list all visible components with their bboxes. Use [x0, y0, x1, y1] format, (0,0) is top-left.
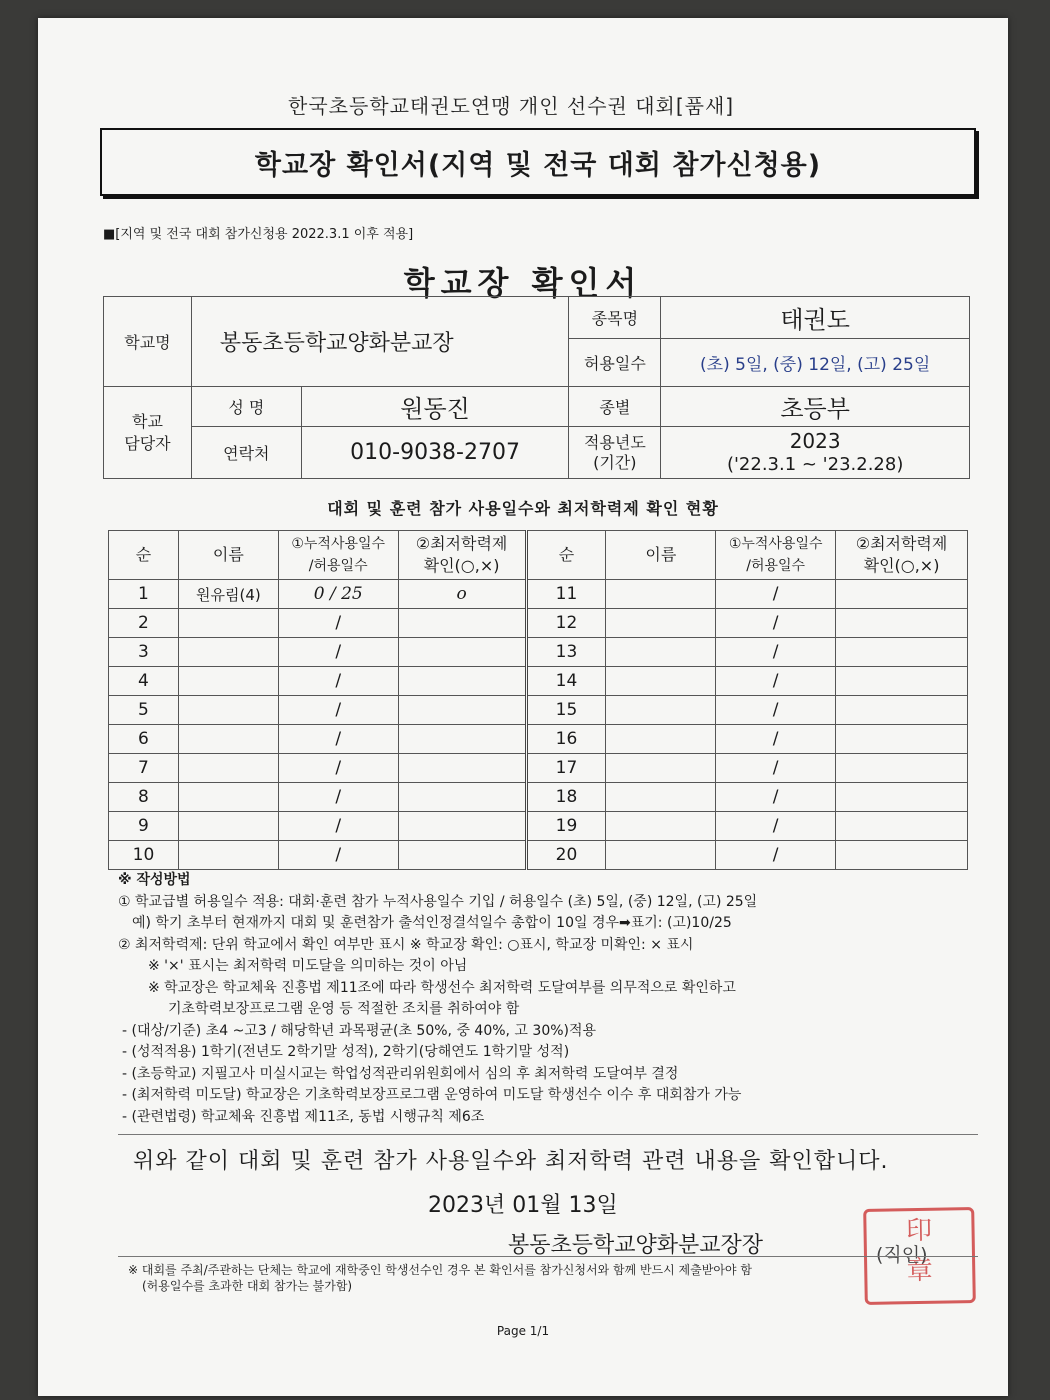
row-days: /: [716, 783, 836, 812]
footnote-line: (허용일수를 초과한 대회 참가는 불가함): [142, 1279, 353, 1293]
header-days-top-2: ①누적사용일수: [728, 536, 823, 552]
roster-table: [108, 530, 968, 870]
row-check: [836, 580, 968, 609]
row-days: /: [278, 812, 398, 841]
row-days: /: [716, 754, 836, 783]
row-days: /: [716, 725, 836, 754]
row-name: 원유림(4): [178, 580, 278, 609]
header-name-2: 이름: [606, 531, 716, 580]
form-title: 학교장 확인서(지역 및 전국 대회 참가신청용): [254, 149, 822, 181]
header-check-2: [836, 531, 968, 580]
year-value: 2023: [789, 428, 841, 453]
row-days: /: [716, 609, 836, 638]
note-line: - (성적적용) 1학기(전년도 2학기말 성적), 2학기(당해연도 1학기말 성적): [122, 1044, 570, 1060]
instructions: [118, 870, 998, 1128]
row-no: 18: [526, 783, 606, 812]
header-check: [398, 531, 526, 580]
issue-date: 2023년 01월 13일: [428, 1193, 618, 1218]
row-check: [836, 725, 968, 754]
row-no: 10: [109, 841, 179, 870]
header-check-top: ②최저학력제: [415, 534, 508, 553]
row-check: [836, 609, 968, 638]
row-no: 3: [109, 638, 179, 667]
apply-note: ■[지역 및 전국 대회 참가신청용 2022.3.1 이후 적용]: [103, 227, 414, 242]
note-line: - (대상/기준) 초4 ~고3 / 해당학년 과목평균(초 50%, 중 40%, 고 30%)적용: [122, 1022, 597, 1039]
row-name: [178, 638, 278, 667]
note-line: - (관련법령) 학교체육 진흥법 제11조, 동법 시행규칙 제6조: [122, 1108, 485, 1125]
year-cell: [661, 427, 970, 479]
row-check: [398, 696, 526, 725]
row-name: [178, 754, 278, 783]
row-name: [178, 841, 278, 870]
row-days: /: [716, 812, 836, 841]
table-row: [109, 667, 968, 696]
row-check: [836, 667, 968, 696]
note-line: 기초학력보장프로그램 운영 등 적절한 조치를 취하여야 함: [168, 1001, 520, 1017]
row-name: [606, 725, 716, 754]
table-row: [109, 783, 968, 812]
row-no: 8: [109, 783, 179, 812]
row-no: 15: [526, 696, 606, 725]
row-check: [398, 783, 526, 812]
form-title-box: [100, 128, 976, 196]
table-row: [109, 812, 968, 841]
row-name: [178, 667, 278, 696]
row-no: 1: [109, 580, 179, 609]
row-check: [836, 696, 968, 725]
school-label: 학교명: [104, 297, 192, 387]
row-name: [606, 812, 716, 841]
row-days: /: [278, 725, 398, 754]
row-no: 4: [109, 667, 179, 696]
row-days: /: [716, 638, 836, 667]
table-row: [109, 609, 968, 638]
event-label: 종목명: [569, 297, 661, 339]
document-page: [38, 18, 1008, 1396]
divider: [118, 1134, 978, 1135]
row-check: [398, 667, 526, 696]
header-days-bottom: /허용일수: [308, 558, 368, 574]
row-check: [398, 725, 526, 754]
row-check: [836, 638, 968, 667]
note-line: ※ 학교장은 학교체육 진흥법 제11조에 따라 학생선수 최저학력 도달여부를 의무적으로 확인하고: [148, 979, 736, 996]
row-check: [398, 609, 526, 638]
table-row: [109, 725, 968, 754]
note-line: ① 학교급별 허용일수 적용: 대회·훈련 참가 누적사용일수 기입 / 허용일수 (초) 5일, (중) 12일, (고) 25일: [118, 893, 758, 910]
period-value: ('22.3.1 ~ '23.2.28): [726, 453, 904, 475]
row-check: [398, 841, 526, 870]
row-no: 5: [109, 696, 179, 725]
table-row: [109, 638, 968, 667]
row-days: /: [278, 667, 398, 696]
row-no: 17: [526, 754, 606, 783]
row-name: [178, 696, 278, 725]
row-days: /: [278, 841, 398, 870]
row-check: [836, 754, 968, 783]
contact-name: 원동진: [301, 387, 569, 427]
divider: [118, 1256, 978, 1257]
days-value: (초) 5일, (중) 12일, (고) 25일: [661, 339, 970, 387]
row-no: 11: [526, 580, 606, 609]
row-no: 9: [109, 812, 179, 841]
row-no: 6: [109, 725, 179, 754]
row-days: 0 / 25: [278, 580, 398, 609]
header-no-2: 순: [526, 531, 606, 580]
note-line: 예) 학기 초부터 현재까지 대회 및 훈련참가 출석인정결석일수 총합이 10일 경우➡표기: (고)10/25: [132, 915, 732, 931]
competition-header: 한국초등학교태권도연맹 개인 선수권 대회[품새]: [288, 94, 735, 118]
row-name: [178, 609, 278, 638]
row-no: 16: [526, 725, 606, 754]
row-name: [178, 725, 278, 754]
note-line: ② 최저학력제: 단위 학교에서 확인 여부만 표시 ※ 학교장 확인: ○표시, 학교장 미확인: × 표시: [118, 936, 694, 953]
row-check: [398, 638, 526, 667]
info-table: [103, 296, 970, 479]
row-days: /: [278, 638, 398, 667]
header-days-top: ①누적사용일수: [291, 536, 386, 552]
note-heading: ※ 작성방법: [118, 872, 191, 888]
confirmation-statement: 위와 같이 대회 및 훈련 참가 사용일수와 최저학력 관련 내용을 확인합니다.: [133, 1149, 889, 1174]
row-check: [398, 754, 526, 783]
row-no: 13: [526, 638, 606, 667]
row-check: [836, 783, 968, 812]
row-name: [606, 667, 716, 696]
note-line: - (초등학교) 지필고사 미실시교는 학업성적관리위원회에서 심의 후 최저학력 도달여부 결정: [122, 1065, 679, 1082]
seal-label: (직인): [876, 1244, 928, 1266]
header-days-bottom-2: /허용일수: [746, 558, 806, 574]
footnote: [128, 1262, 988, 1294]
table-row: [109, 754, 968, 783]
table-row: [109, 841, 968, 870]
year-label: 적용년도: [583, 432, 646, 452]
row-check: [836, 812, 968, 841]
row-days: /: [278, 754, 398, 783]
row-check: o: [398, 580, 526, 609]
row-check: [398, 812, 526, 841]
phone-value: 010-9038-2707: [301, 427, 569, 479]
header-check-bottom-2: 확인(○,×): [863, 556, 940, 575]
row-no: 7: [109, 754, 179, 783]
row-days: /: [278, 609, 398, 638]
principal-title: 봉동초등학교양화분교장장: [508, 1233, 764, 1258]
header-no: 순: [109, 531, 179, 580]
row-name: [606, 696, 716, 725]
days-label: 허용일수: [569, 339, 661, 387]
row-name: [178, 812, 278, 841]
header-check-top-2: ②최저학력제: [855, 534, 948, 553]
page-title: 학교장 확인서: [403, 264, 643, 302]
row-days: /: [716, 696, 836, 725]
name-label: 성 명: [191, 387, 301, 427]
table-row: [109, 580, 968, 609]
division-value: 초등부: [661, 387, 970, 427]
row-no: 19: [526, 812, 606, 841]
row-check: [836, 841, 968, 870]
header-days: [278, 531, 398, 580]
row-days: /: [716, 841, 836, 870]
contact-label: 학교 담당자: [104, 387, 192, 479]
row-days: /: [716, 667, 836, 696]
row-no: 20: [526, 841, 606, 870]
note-line: - (최저학력 미도달) 학교장은 기초학력보장프로그램 운영하여 미도달 학생선수 이수 후 대회참가 가능: [122, 1087, 742, 1103]
official-seal-stamp: 印 章: [863, 1207, 976, 1305]
row-no: 12: [526, 609, 606, 638]
row-name: [606, 841, 716, 870]
school-name: 봉동초등학교양화분교장: [191, 297, 569, 387]
roster-subtitle: 대회 및 훈련 참가 사용일수와 최저학력제 확인 현황: [327, 499, 719, 518]
phone-label: 연락처: [191, 427, 301, 479]
row-no: 14: [526, 667, 606, 696]
row-days: /: [278, 783, 398, 812]
footnote-line: ※ 대회를 주최/주관하는 단체는 학교에 재학중인 학생선수인 경우 본 확인서를 참가신청서와 함께 반드시 제출받아야 함: [128, 1263, 752, 1277]
row-name: [178, 783, 278, 812]
row-name: [606, 609, 716, 638]
row-days: /: [716, 580, 836, 609]
table-row: [109, 696, 968, 725]
period-label: (기간): [593, 452, 637, 472]
header-check-bottom: 확인(○,×): [423, 556, 500, 575]
row-name: [606, 638, 716, 667]
header-name: 이름: [178, 531, 278, 580]
page-number: Page 1/1: [496, 1324, 550, 1338]
row-name: [606, 754, 716, 783]
year-label-cell: [569, 427, 661, 479]
row-name: [606, 580, 716, 609]
event-value: 태권도: [661, 297, 970, 339]
row-name: [606, 783, 716, 812]
division-label: 종별: [569, 387, 661, 427]
header-days-2: [716, 531, 836, 580]
note-line: ※ '×' 표시는 최저학력 미도달을 의미하는 것이 아님: [148, 958, 468, 974]
row-no: 2: [109, 609, 179, 638]
row-days: /: [278, 696, 398, 725]
